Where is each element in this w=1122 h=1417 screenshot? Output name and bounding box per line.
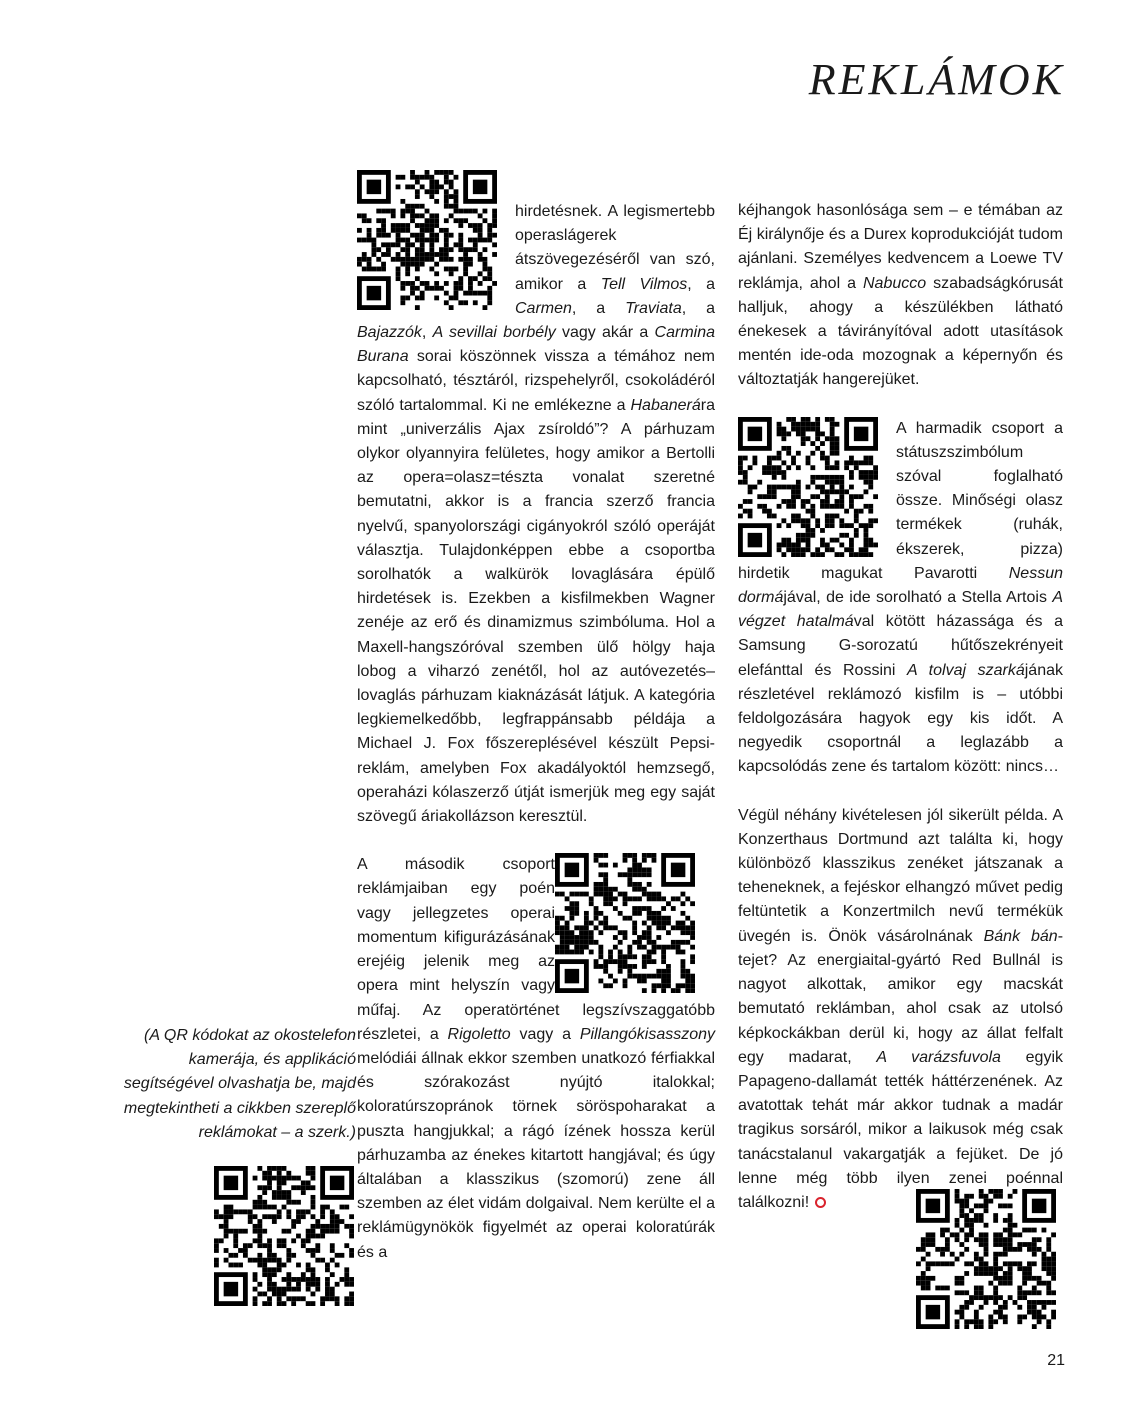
qr-code-icon — [555, 853, 695, 993]
qr-code-1[interactable] — [357, 170, 515, 310]
qr-code-icon — [738, 417, 878, 557]
qr-side-note: (A QR kódokat az okostelefon kamerája, és applikáció segítségével olvashatja be, majd megtekintheti a cikkben szereplő reklámokat – a szerk.) — [123, 1027, 356, 1141]
paragraph-moans: kéjhangok hasonlósága sem – e témában az Éj királynője és a Durex koprodukcióját tudom ajánlani. Személyes kedvencem a Loewe TV reklámja, ahol a Nabucco szabadságkórusát halljuk, ahogy a készülékben látható énekesek a távirányítóval adott utasítások mentén ide-oda mozognak a képernyőn és változtatják hangerejüket. — [738, 202, 1063, 389]
article-column-right — [738, 199, 1063, 1215]
paragraph-third-group: A harmadik csoport a státuszszimbólum szóval foglalható össze. Minőségi olasz termékek (ruhák, ékszerek, pizza) hirdetik magukat Pavarotti Nessun dormájával, de ide sorolható a Stella Artois A végzet hatalmával kötött házassága és a Samsung G-sorozatú hűtőszekrényeit elefánttal és Rossini A tolvaj szarkájának részletével reklámozó kisfilm is – utóbbi feldolgozására hagyok egy kis időt. A negyedik csoportnál a leglazább a kapcsolódás zene és tartalom között: nincs… — [738, 419, 1063, 776]
paragraph-good-examples — [738, 804, 1063, 1215]
paragraph-opera-hits: hirdetésnek. A legismertebb operaslágerek átszövegezéséről van szó, amikor a Tell Vilmos, a Carmen, a Traviata, a Bajazzók, A sevillai borbély vagy akár a Carmina Burana sorai köszönnek vissza a témához nem kapcsolható, tésztáról, rizspehelyről, csokoládéról szóló tartalommal. Ki ne emlékezne a Habanerára mint „univerzális Ajax zsíroldó”? A párhuzam olykor olyannyira felületes, hogy amikor a Bertolli az opera=olasz=tészta vonalat szeretné bemutatni, akkor is a francia szerző francia nyelvű, spanyolországi cigányokról szóló operáját választja. Tulajdonképpen ebbe a csoportba sorolhatók a walkürök lovaglására épülő hirdetések is. Ezekben a kisfilmekben Wagner zenéje az erő és dinamizmus szimbóluma. Hol a Maxell-hangszóróval szemben ülő hölgy haja lobog a viharzó zenétől, hol az autóvezetés–lovaglás párhuzam kiaknázását látjuk. A kategória legkiemelkedőbb, legfrappánsabb példája a Michael J. Fox főszereplésével készült Pepsi-reklám, amelyben Fox akadályoktól hemzsegő, operaházi kólaszerző útját ismerjük meg egy saját szövegű áriakollázson keresztül. — [357, 203, 716, 826]
qr-code-2[interactable] — [555, 853, 715, 993]
qr-code-3[interactable] — [738, 417, 896, 557]
paragraph-second-group: A második csoport reklámjaiban egy poén vagy jellegzetes operai momentum kifigurázásának erejéig jelenik meg az opera mint helyszín vagy műfaj. Az operatörténet legszívszaggatóbb részletei, a Rigoletto vagy a Pillangókisasszony melódiái állnak ekkor szemben unatkozó férfiakkal és szórakozást nyújtó italokkal; koloratúrszopránok törnek söröspoharakat a puszta hangjukkal; a rágó ízének hossza kerül párhuzamba az énekes kitartott hangjával; és úgy általában a klasszikus (szomorú) zene áll szemben az élet vidám dolgaival. Nem kerülte el a reklámügynökök figyelmét az operai koloratúrák és a — [357, 856, 716, 1261]
paragraph-good-examples-text: Végül néhány kivételesen jól sikerült példa. A Konzerthaus Dortmund azt találta ki, hogy különböző klasszikus zenéket játszanak a teheneknek, a fejéskor elhangzó művet pedig feltüntetik a Konzertmilch nevű termékük üvegén is. Önök vásárolnának Bánk bán-tejet? Az energiaital-gyártó Red Bullnál is nagyot alkottak, amikor egy macskát bemutató reklámban, ahol csak az utolsó képkockákban derül ki, hogy az állat felfalt egy madarat, A varázsfuvola egyik Papageno-dallamát tették háttérzenének. Az avatottak tehát már akkor tudnak a madár tragikus sorsáról, mikor a laikusok még csak tanácstalanul vakargatják a fejüket. De jó lenne még több ilyen zenei poénnal találkozni! — [738, 806, 1064, 1211]
page-title: REKLÁMOK — [808, 55, 1065, 104]
qr-code-icon — [214, 1166, 354, 1306]
qr-code-icon — [357, 170, 497, 310]
article-column-middle — [357, 170, 715, 1265]
qr-code-5[interactable] — [916, 1189, 1056, 1329]
page-number: 21 — [1047, 1352, 1065, 1369]
qr-code-icon — [916, 1189, 1056, 1329]
end-mark-icon — [815, 1197, 826, 1208]
qr-code-4[interactable] — [214, 1166, 354, 1306]
